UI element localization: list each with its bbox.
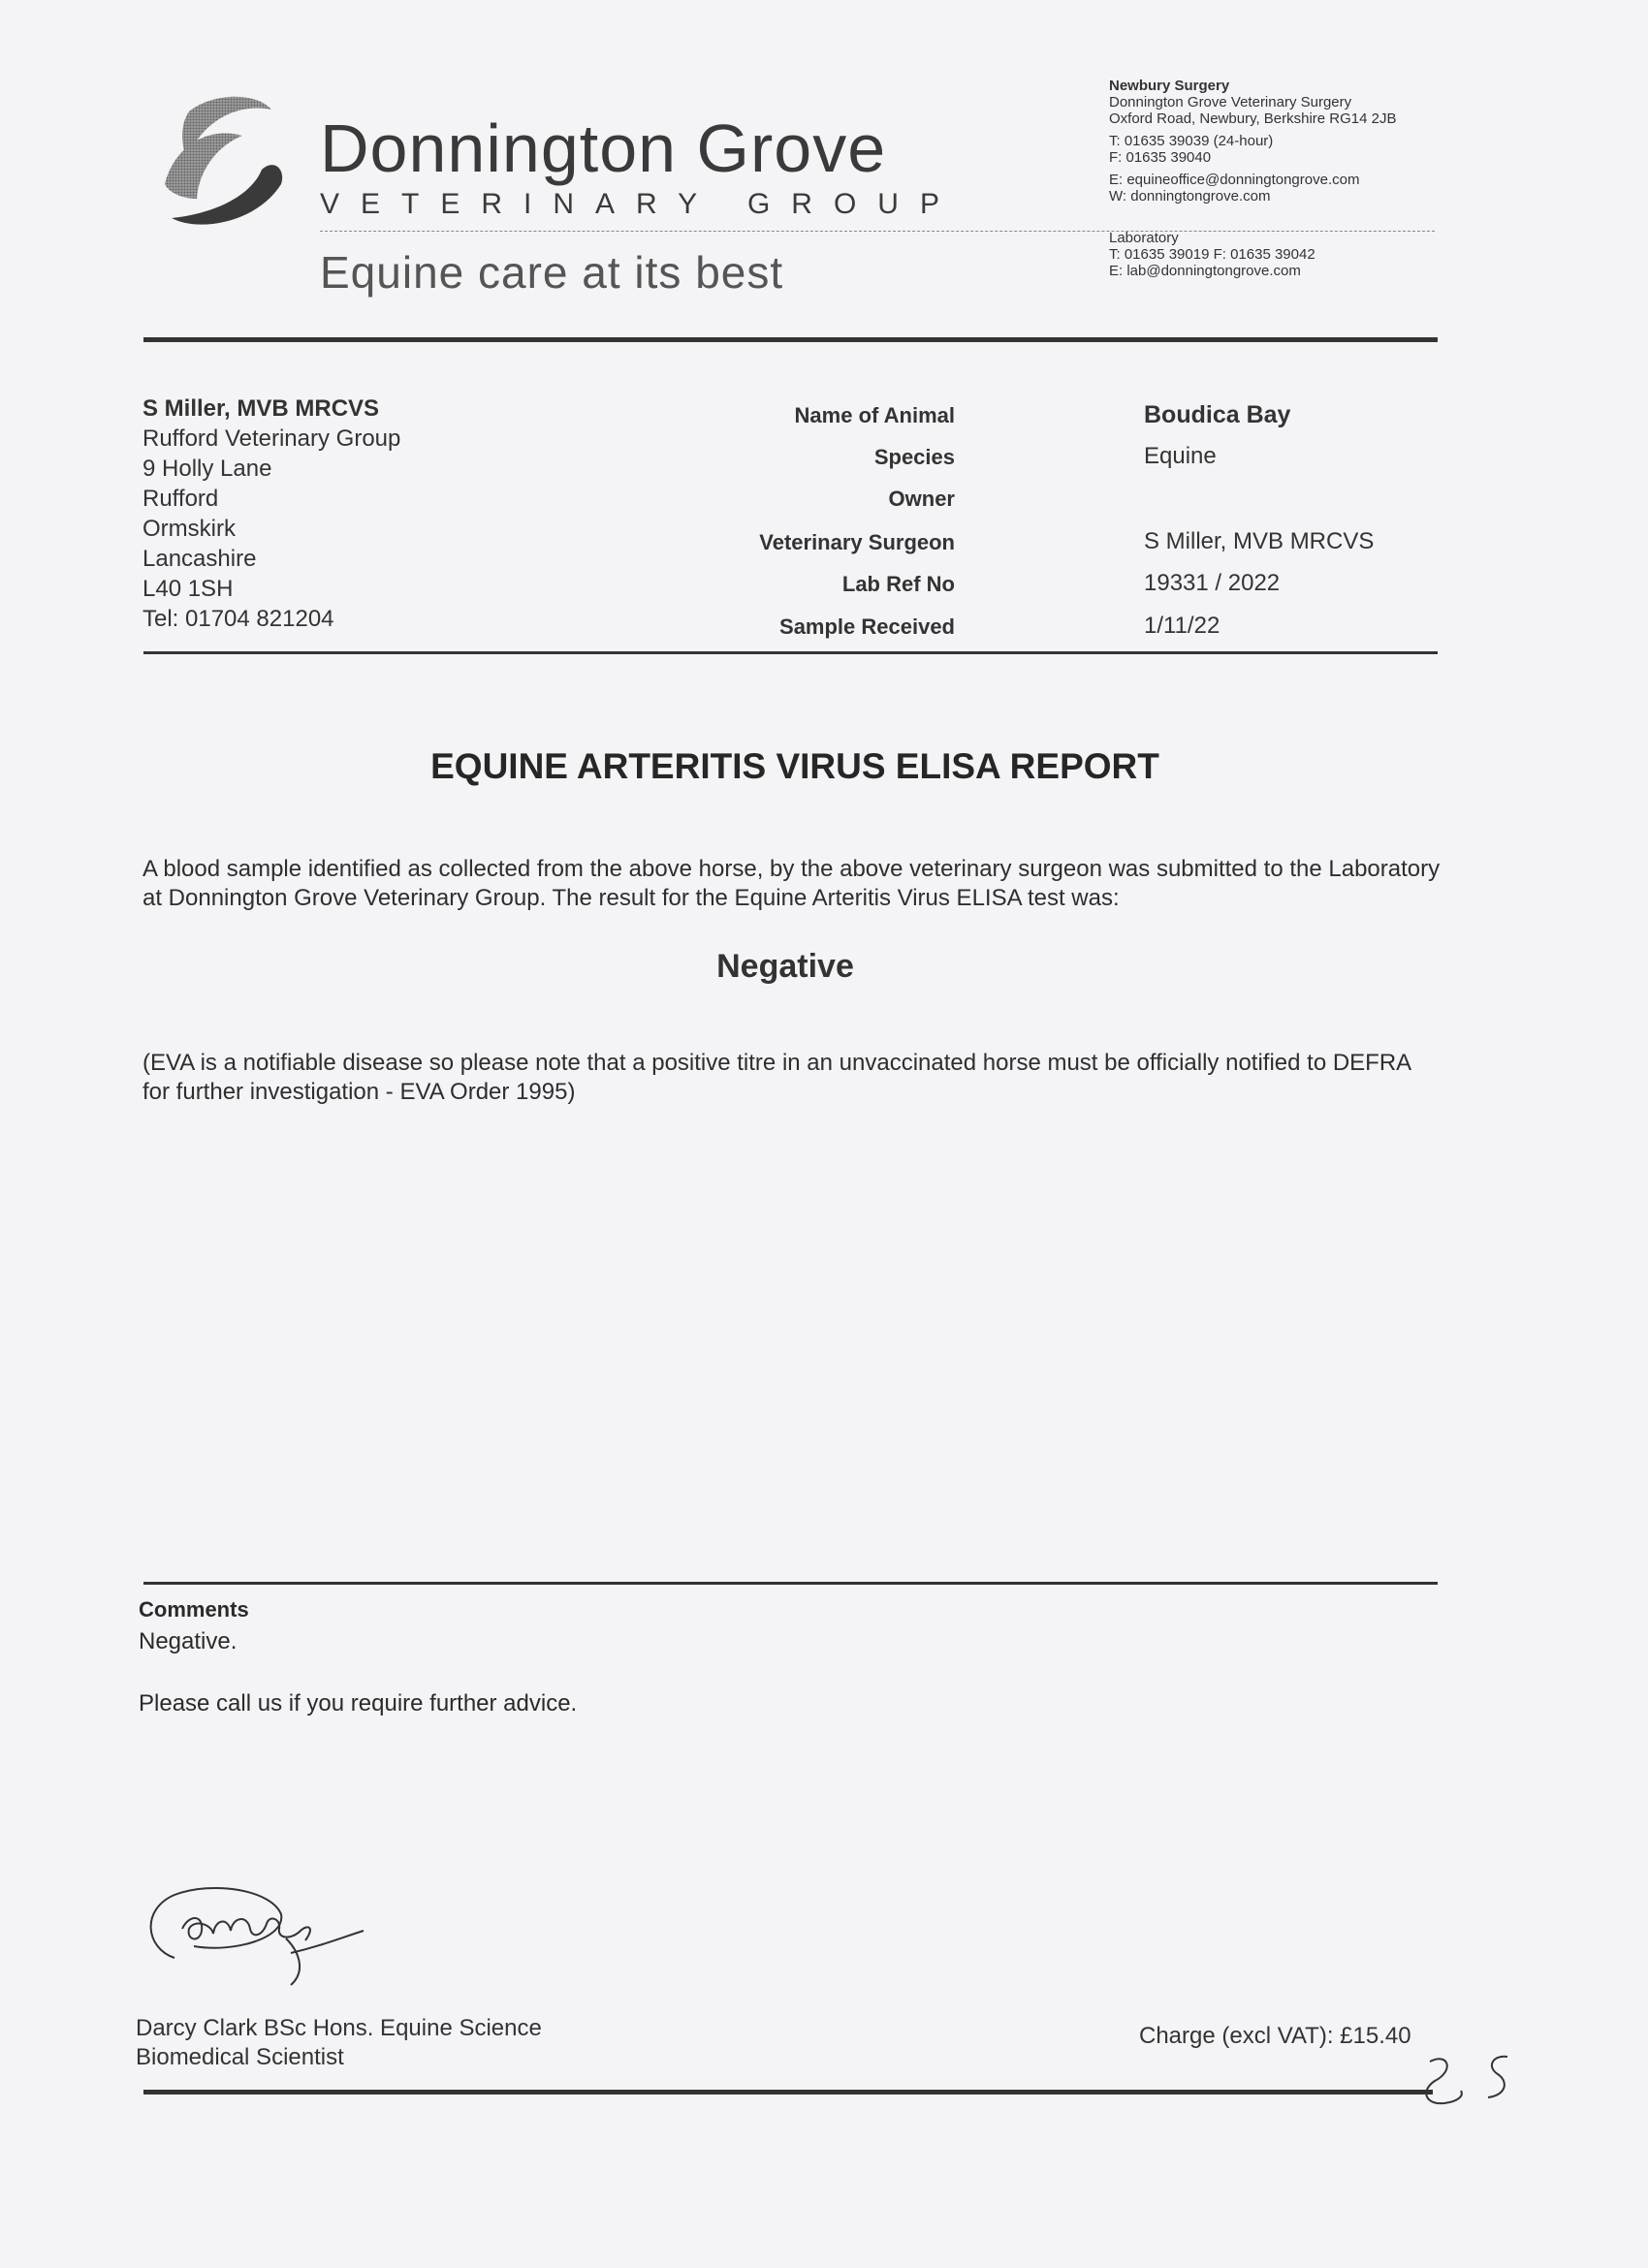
signatory-role: Biomedical Scientist: [136, 2044, 344, 2070]
detail-row: [679, 528, 1454, 557]
detail-row: [679, 401, 1454, 430]
detail-label: Name of Animal: [794, 403, 955, 427]
surgery-title: Newbury Surgery: [1109, 78, 1230, 94]
lab-phone: T: 01635 39019 F: 01635 39042: [1109, 246, 1315, 263]
recipient-name: S Miller, MVB MRCVS: [143, 395, 380, 422]
detail-label: Species: [873, 445, 955, 469]
detail-label: Lab Ref No: [841, 572, 955, 596]
address-line: Tel: 01704 821204: [143, 606, 334, 632]
signature-icon: [136, 1871, 388, 1997]
brand-subtitle: VETERINARY GROUP: [320, 188, 961, 220]
detail-row: [679, 613, 1454, 642]
address-line: Rufford Veterinary Group: [143, 425, 401, 452]
detail-label: Sample Received: [779, 614, 955, 639]
tagline: Equine care at its best: [320, 247, 784, 298]
report-intro: A blood sample identified as collected from the above horse, by the above veterinary surgeon was submitted to the Laboratory at Donnington Grove Veterinary Group. The result for the Equine Arteritis Virus ELISA test was:: [143, 856, 1441, 911]
detail-row: [679, 485, 1454, 514]
report-title: EQUINE ARTERITIS VIRUS ELISA REPORT: [430, 746, 1159, 786]
detail-label: Owner: [888, 487, 955, 511]
lab-title: Laboratory: [1109, 230, 1179, 246]
surgery-address: Oxford Road, Newbury, Berkshire RG14 2JB: [1109, 110, 1397, 127]
surgery-phone: T: 01635 39039 (24-hour): [1109, 133, 1274, 149]
surgery-fax: F: 01635 39040: [1109, 149, 1212, 166]
surgery-email: E: equineoffice@donningtongrove.com: [1109, 172, 1360, 188]
address-line: L40 1SH: [143, 576, 234, 602]
address-line: Rufford: [143, 486, 219, 512]
advice-text: Please call us if you require further advice.: [139, 1690, 578, 1717]
signatory-name: Darcy Clark BSc Hons. Equine Science: [136, 2015, 542, 2041]
handwritten-initials-icon: [1410, 2047, 1537, 2115]
top-rule: [143, 337, 1438, 342]
address-line: Ormskirk: [143, 516, 236, 542]
detail-value: S Miller, MVB MRCVS: [1144, 528, 1375, 554]
detail-value: 1/11/22: [1144, 613, 1220, 639]
animal-name-value: Boudica Bay: [1144, 401, 1291, 428]
brand-name: Donnington Grove: [320, 110, 887, 186]
address-line: 9 Holly Lane: [143, 456, 272, 482]
recipient-address: [143, 394, 400, 634]
lab-email: E: lab@donningtongrove.com: [1109, 263, 1301, 279]
detail-row: [679, 443, 1454, 472]
signatory: [136, 2014, 542, 2072]
detail-label: Veterinary Surgeon: [759, 530, 955, 554]
notifiable-note: (EVA is a notifiable disease so please note that a positive titre in an unvaccinated horse must be officially notified to DEFRA for further investigation - EVA Order 1995): [143, 1050, 1410, 1105]
detail-value: Equine: [1144, 443, 1217, 469]
contact-block: [1109, 78, 1397, 279]
details-rule: [143, 651, 1438, 654]
comments-heading: Comments: [139, 1597, 249, 1622]
comments-text: Negative.: [139, 1628, 238, 1654]
charge-amount: Charge (excl VAT): £15.40: [1139, 2023, 1411, 2049]
detail-row: [679, 570, 1454, 599]
surgery-web: W: donningtongrove.com: [1109, 188, 1271, 205]
test-result: Negative: [716, 948, 854, 985]
surgery-line: Donnington Grove Veterinary Surgery: [1109, 94, 1352, 110]
detail-value: 19331 / 2022: [1144, 570, 1281, 596]
comments-rule: [143, 1582, 1438, 1585]
address-line: Lancashire: [143, 546, 257, 572]
bottom-rule: [143, 2090, 1433, 2095]
logo-icon: [160, 92, 315, 247]
